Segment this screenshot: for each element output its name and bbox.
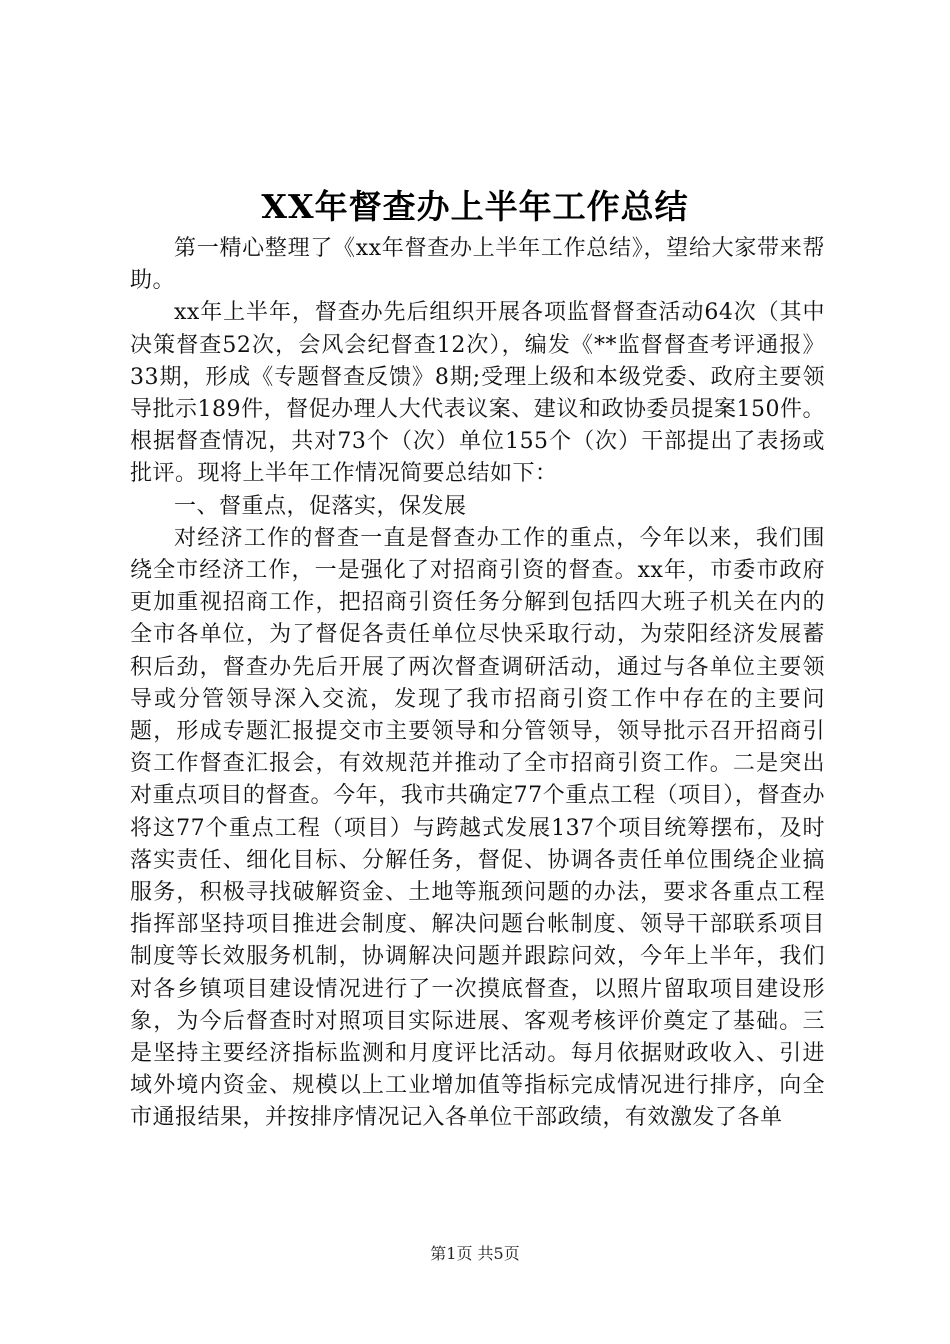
intro-paragraph: 第一精心整理了《xx年督查办上半年工作总结》，望给大家带来帮助。 [130,236,825,294]
document-title: XX年督查办上半年工作总结 [261,187,689,226]
page-footer: 第1页 共5页 [430,1244,520,1263]
document-body [130,233,825,1135]
economic-supervision-paragraph: 对经济工作的督查一直是督查办工作的重点，今年以来，我们围绕全市经济工作，一是强化了对招商引资的督查。xx年，市委市政府更加重视招商工作，把招商引资任务分解到包括四大班子机关在内的全市各单位，为了督促各责任单位尽快采取行动，为荥阳经济发展蓄积后劲，督查办先后开展了两次督查调研活动，通过与各单位主要领导或分管领导深入交流，发现了我市招商引资工作中存在的主要问题，形成专题汇报提交市主要领导和分管领导，领导批示召开招商引资工作督查汇报会，有效规范并推动了全市招商引资工作。二是突出对重点项目的督查。今年，我市共确定77个重点工程（项目），督查办将这77个重点工程（项目）与跨越式发展137个项目统筹摆布，及时落实责任、细化目标、分解任务，督促、协调各责任单位围绕企业搞服务，积极寻找破解资金、土地等瓶颈问题的办法，要求各重点工程指挥部坚持项目推进会制度、解决问题台帐制度、领导干部联系项目制度等长效服务机制，协调解决问题并跟踪问效，今年上半年，我们对各乡镇项目建设情况进行了一次摸底督查，以照片留取项目建设形象，为今后督查时对照项目实际进展、客观考核评价奠定了基础。三是坚持主要经济指标监测和月度评比活动。每月依据财政收入、引进域外境内资金、规模以上工业增加值等指标完成情况进行排序，向全市通报结果，并按排序情况记入各单位干部政绩，有效激发了各单 [130,525,825,1131]
summary-paragraph: xx年上半年，督查办先后组织开展各项监督督查活动64次（其中决策督查52次，会风会纪督查12次），编发《**监督督查考评通报》33期，形成《专题督查反馈》8期;受理上级和本级党委、政府主要领导批示189件，督促办理人大代表议案、建议和政协委员提案150件。根据督查情况，共对73个（次）单位155个（次）干部提出了表扬或批评。现将上半年工作情况简要总结如下： [130,300,825,487]
section-heading: 一、督重点，促落实，保发展 [174,493,467,519]
